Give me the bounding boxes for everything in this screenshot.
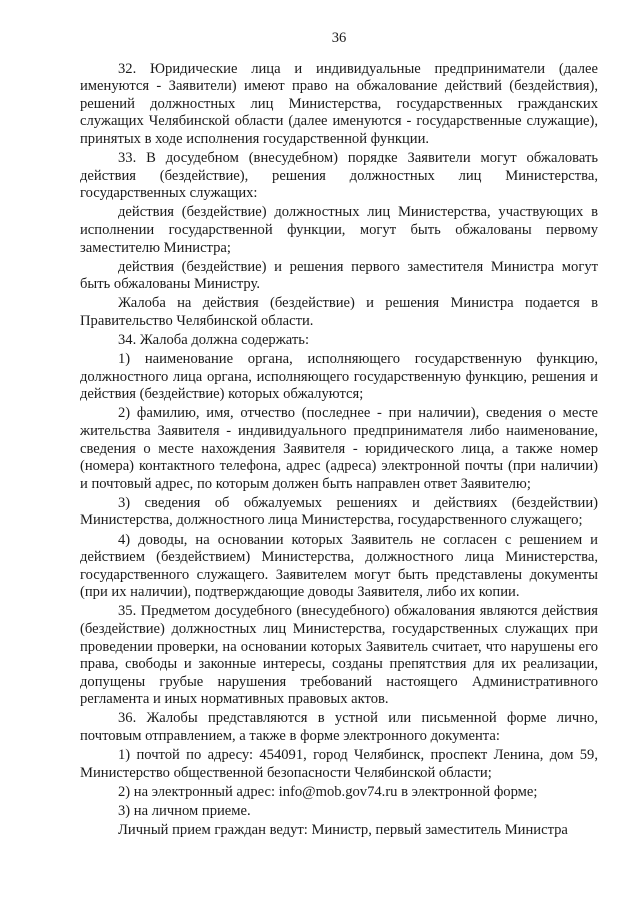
paragraph-32: 32. Юридические лица и индивидуальные предприниматели (далее именуются - Заявители) имеют право на обжалование действий (бездействия), решений должностных лиц Министерства, государственных гражданских служащих Челябинской области (далее именуются - государственные служащие), принятых в ходе исполнения государственной функции. bbox=[80, 60, 598, 147]
paragraph-33: 33. В досудебном (внесудебном) порядке Заявители могут обжаловать действия (бездействие), решения должностных лиц Министерства, государственных служащих: bbox=[80, 150, 598, 202]
paragraph-34-item-4: 4) доводы, на основании которых Заявитель не согласен с решением и действием (бездействием) Министерства, должностного лица Министерства, государственного служащего. Заявителем могут быть представлены документы (при их наличии), подтверждающие доводы Заявителя, либо их копии. bbox=[80, 531, 598, 601]
paragraph-34: 34. Жалоба должна содержать: bbox=[118, 332, 309, 348]
paragraph-33-item-minister: действия (бездействие) и решения первого заместителя Министра могут быть обжалованы Министру. bbox=[80, 258, 598, 293]
paragraph-personal-reception: Личный прием граждан ведут: Министр, первый заместитель Министра bbox=[118, 822, 568, 839]
paragraph-36-item-2: 2) на электронный адрес: info@mob.gov74.ru в электронной форме; bbox=[118, 783, 538, 800]
paragraph-36-item-3: 3) на личном приеме. bbox=[118, 802, 251, 819]
paragraph-33-item-deputy: действия (бездействие) должностных лиц Министерства, участвующих в исполнении государственной функции, могут быть обжалованы первому заместителю Министра; bbox=[80, 204, 598, 256]
paragraph-36-item-1: 1) почтой по адресу: 454091, город Челябинск, проспект Ленина, дом 59, Министерство общественной безопасности Челябинской области; bbox=[80, 747, 598, 781]
paragraph-34-item-3: 3) сведения об обжалуемых решениях и действиях (бездействии) Министерства, должностного лица Министерства, государственного служащего; bbox=[80, 494, 598, 529]
paragraph-35: 35. Предметом досудебного (внесудебного) обжалования являются действия (бездействие) должностных лиц Министерства, государственных служащих при проведении проверки, на основании которых Заявитель считает, что нарушены его права, свободы и законные интересы, созданы препятствия для их реализации, допущены грубые нарушения требований настоящего Административного регламента и иных нормативных правовых актов. bbox=[80, 603, 598, 708]
paragraph-34-item-2: 2) фамилию, имя, отчество (последнее - при наличии), сведения о месте жительства Заявителя - индивидуального предпринимателя либо наименование, сведения о месте нахождения Заявителя - юридического лица, а также номер (номера) контактного телефона, адрес (адреса) электронной почты (при наличии) и почтовый адрес, по которым должен быть направлен ответ Заявителю; bbox=[80, 405, 598, 492]
page-number: 36 bbox=[331, 30, 347, 46]
paragraph-36: 36. Жалобы представляются в устной или письменной форме лично, почтовым отправлением, а также в форме электронного документа: bbox=[80, 710, 598, 745]
paragraph-34-item-1: 1) наименование органа, исполняющего государственную функцию, должностного лица органа, исполняющего государственную функцию, решения и действия (бездействие) которых обжалуются; bbox=[80, 351, 598, 403]
document-page bbox=[80, 30, 598, 840]
paragraph-33-item-government: Жалоба на действия (бездействие) и решения Министра подается в Правительство Челябинской области. bbox=[80, 295, 598, 329]
